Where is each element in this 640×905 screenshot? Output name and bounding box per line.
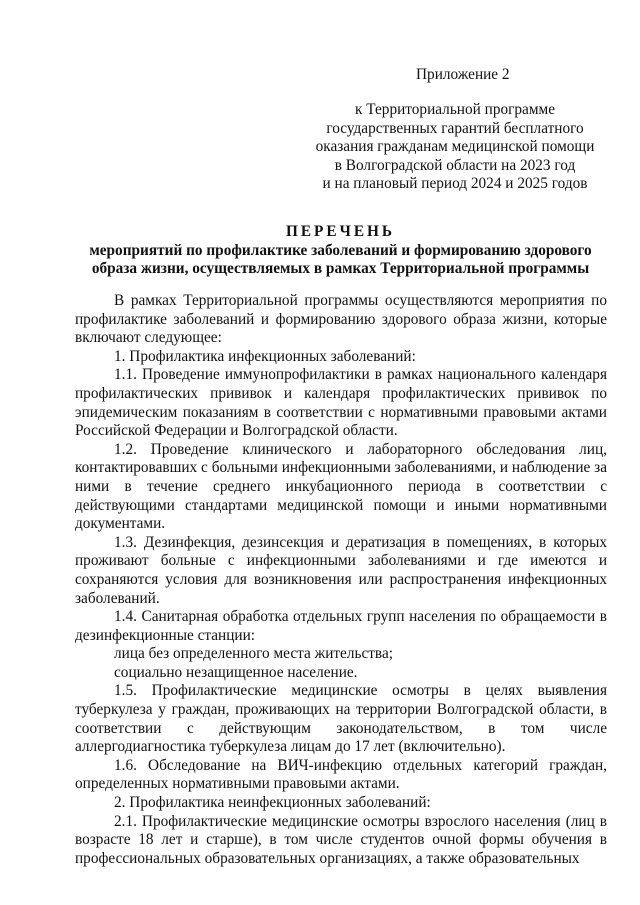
list-item: лица без определенного места жительства; xyxy=(114,645,393,663)
subtitle-line: оказания гражданам медицинской помощи xyxy=(315,138,595,156)
section-heading-2: 2. Профилактика неинфекционных заболеваний: xyxy=(114,794,431,812)
appendix-title: Приложение 2 xyxy=(416,66,510,83)
item-1-3: 1.3. Дезинфекция, дезинсекция и дератизация в помещениях, в которых проживают больные с инфекционными заболеваниями и где имеются и сохраняются условия для возникновения или распространения инфекционных заболеваний. xyxy=(75,533,607,607)
intro-paragraph: В рамках Территориальной программы осуществляются мероприятия по профилактике заболеваний и формированию здорового образа жизни, которые включают следующее: xyxy=(75,292,607,347)
section-heading-1: 1. Профилактика инфекционных заболеваний: xyxy=(114,347,416,365)
item-1-5: 1.5. Профилактические медицинские осмотры в целях выявления туберкулеза у граждан, проживающих на территории Волгоградской области, в соответствии с действующим законодательством, в том числе аллергодиагностика туберкулеза лицам до 17 лет (включительно). xyxy=(75,682,607,756)
subtitle-line: государственных гарантий бесплатного xyxy=(326,119,584,137)
item-1-2: 1.2. Проведение клинического и лабораторного обследования лиц, контактировавших с больными инфекционными заболеваниями, и наблюдение за ними в течение среднего инкубационного периода в соответствии с действующими стандартами медицинской помощи и иными нормативными документами. xyxy=(75,440,607,533)
item-1-6: 1.6. Обследование на ВИЧ-инфекцию отдельных категорий граждан, определенных нормативными правовыми актами. xyxy=(75,756,607,793)
subtitle-line: и на плановый период 2024 и 2025 годов xyxy=(322,175,588,193)
document-body xyxy=(75,292,607,868)
subtitle-line: в Волгоградской области на 2023 год xyxy=(334,156,576,174)
subtitle-line: к Территориальной программе xyxy=(355,101,555,118)
appendix-subtitle xyxy=(300,101,610,194)
heading-line: мероприятий по профилактике заболеваний и формированию здорового xyxy=(89,241,592,259)
heading-line: образа жизни, осуществляемых в рамках Территориальной программы xyxy=(91,260,590,278)
item-1-1: 1.1. Проведение иммунопрофилактики в рамках национального календаря профилактических прививок и календаря профилактических прививок по эпидемическим показаниям в соответствии с нормативными правовыми актами Российской Федерации и Волгоградской области. xyxy=(75,366,607,440)
heading-word: ПЕРЕЧЕНЬ xyxy=(285,223,396,240)
document-heading xyxy=(75,223,606,279)
list-item: социально незащищенное население. xyxy=(114,663,358,681)
item-1-4: 1.4. Санитарная обработка отдельных групп населения по обращаемости в дезинфекционные станции: xyxy=(75,608,607,644)
item-2-1: 2.1. Профилактические медицинские осмотры взрослого населения (лиц в возрасте 18 лет и старше), в том числе студентов очной формы обучения в профессиональных образовательных организациях, а также образовательных xyxy=(75,812,607,867)
